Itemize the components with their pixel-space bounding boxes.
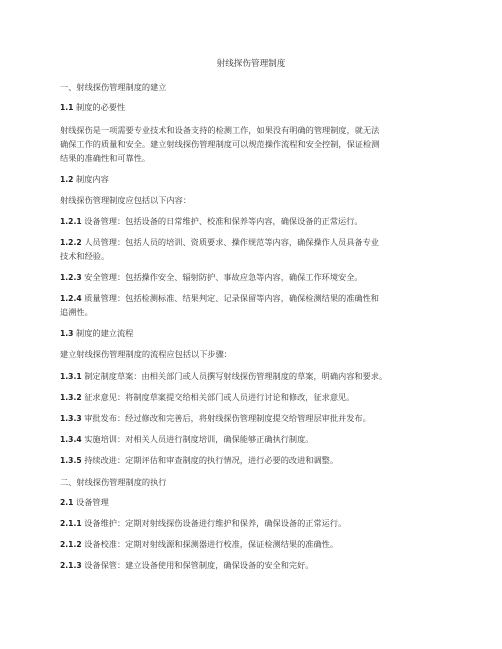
section-number: 1.1 <box>60 103 74 112</box>
line-text: 设备管理 <box>73 497 109 507</box>
text-line <box>60 477 450 488</box>
section-number: 2.1 <box>60 498 74 507</box>
numbered-line <box>60 413 450 424</box>
section-number: 1.3 <box>60 329 74 338</box>
line-text: 一、射线探伤管理制度的建立 <box>60 82 167 92</box>
line-text: 确保工作的质量和安全。建立射线探伤管理制度可以规范操作流程和安全控制，保证检测 <box>60 139 380 149</box>
line-text: 设备保管：建立设备使用和保管制度，确保设备的安全和完好。 <box>81 560 314 570</box>
document-title: 射线探伤管理制度 <box>216 59 286 69</box>
line-text: 审批发布：经过修改和完善后，将射线探伤管理制度提交给管理层审批并发布。 <box>81 413 371 423</box>
numbered-line <box>60 102 450 113</box>
numbered-line <box>60 216 450 227</box>
text-line <box>60 195 450 206</box>
text-line <box>60 251 450 262</box>
section-number: 1.2.3 <box>60 273 82 282</box>
numbered-line <box>60 174 450 185</box>
line-text: 追溯性。 <box>60 307 93 317</box>
line-text: 持续改进：定期评估和审查制度的执行情况，进行必要的改进和调整。 <box>81 455 339 465</box>
line-text: 射线探伤管理制度应包括以下内容： <box>60 195 192 205</box>
numbered-line <box>60 293 450 304</box>
numbered-line <box>60 518 450 529</box>
numbered-line <box>60 392 450 403</box>
section-number: 2.1.2 <box>60 540 82 549</box>
line-text: 人员管理：包括人员的培训、资质要求、操作规范等内容，确保操作人员具备专业 <box>81 237 379 247</box>
text-line <box>60 139 450 150</box>
numbered-line <box>60 539 450 550</box>
section-number: 1.3.3 <box>60 414 82 423</box>
numbered-line <box>60 455 450 466</box>
numbered-line <box>60 497 450 508</box>
line-text: 技术和经验。 <box>60 251 110 261</box>
numbered-line <box>60 328 450 339</box>
line-text: 征求意见：将制度草案提交给相关部门或人员进行讨论和修改，征求意见。 <box>81 392 355 402</box>
line-text: 质量管理：包括检测标准、结果判定、记录保留等内容，确保检测结果的准确性和 <box>81 293 379 303</box>
numbered-line <box>60 237 450 248</box>
text-line <box>60 153 450 164</box>
text-line <box>60 82 450 93</box>
section-number: 2.1.1 <box>60 519 82 528</box>
section-number: 2.1.3 <box>60 561 82 570</box>
text-line <box>60 349 450 360</box>
line-text: 射线探伤是一项需要专业技术和设备支持的检测工作，如果没有明确的管理制度，就无法 <box>60 125 380 135</box>
line-text: 实施培训：对相关人员进行制度培训，确保能够正确执行制度。 <box>81 434 314 444</box>
section-number: 1.2 <box>60 175 74 184</box>
text-line <box>60 307 450 318</box>
line-text: 设备管理：包括设备的日常维护、校准和保养等内容，确保设备的正常运行。 <box>81 216 363 226</box>
numbered-line <box>60 434 450 445</box>
section-number: 1.2.4 <box>60 294 82 303</box>
line-text: 制度的建立流程 <box>73 328 134 338</box>
line-text: 制定制度草案：由相关部门或人员撰写射线探伤管理制度的草案，明确内容和要求。 <box>81 371 388 381</box>
numbered-line <box>60 272 450 283</box>
line-text: 二、射线探伤管理制度的执行 <box>60 477 167 487</box>
section-number: 1.3.2 <box>60 393 82 402</box>
line-text: 制度内容 <box>73 174 109 184</box>
section-number: 1.3.5 <box>60 456 82 465</box>
section-number: 1.2.1 <box>60 217 82 226</box>
line-text: 设备维护：定期对射线探伤设备进行维护和保养，确保设备的正常运行。 <box>81 518 347 528</box>
section-number: 1.2.2 <box>60 238 82 247</box>
line-text: 建立射线探伤管理制度的流程应包括以下步骤： <box>60 349 232 359</box>
text-line <box>60 125 450 136</box>
line-text: 结果的准确性和可靠性。 <box>60 153 151 163</box>
line-text: 制度的必要性 <box>73 102 126 112</box>
section-number: 1.3.4 <box>60 435 82 444</box>
numbered-line <box>60 371 450 382</box>
numbered-line <box>60 560 450 571</box>
line-text: 安全管理：包括操作安全、辐射防护、事故应急等内容，确保工作环境安全。 <box>81 272 363 282</box>
line-text: 设备校准：定期对射线源和探测器进行校准，保证检测结果的准确性。 <box>81 539 339 549</box>
section-number: 1.3.1 <box>60 372 82 381</box>
